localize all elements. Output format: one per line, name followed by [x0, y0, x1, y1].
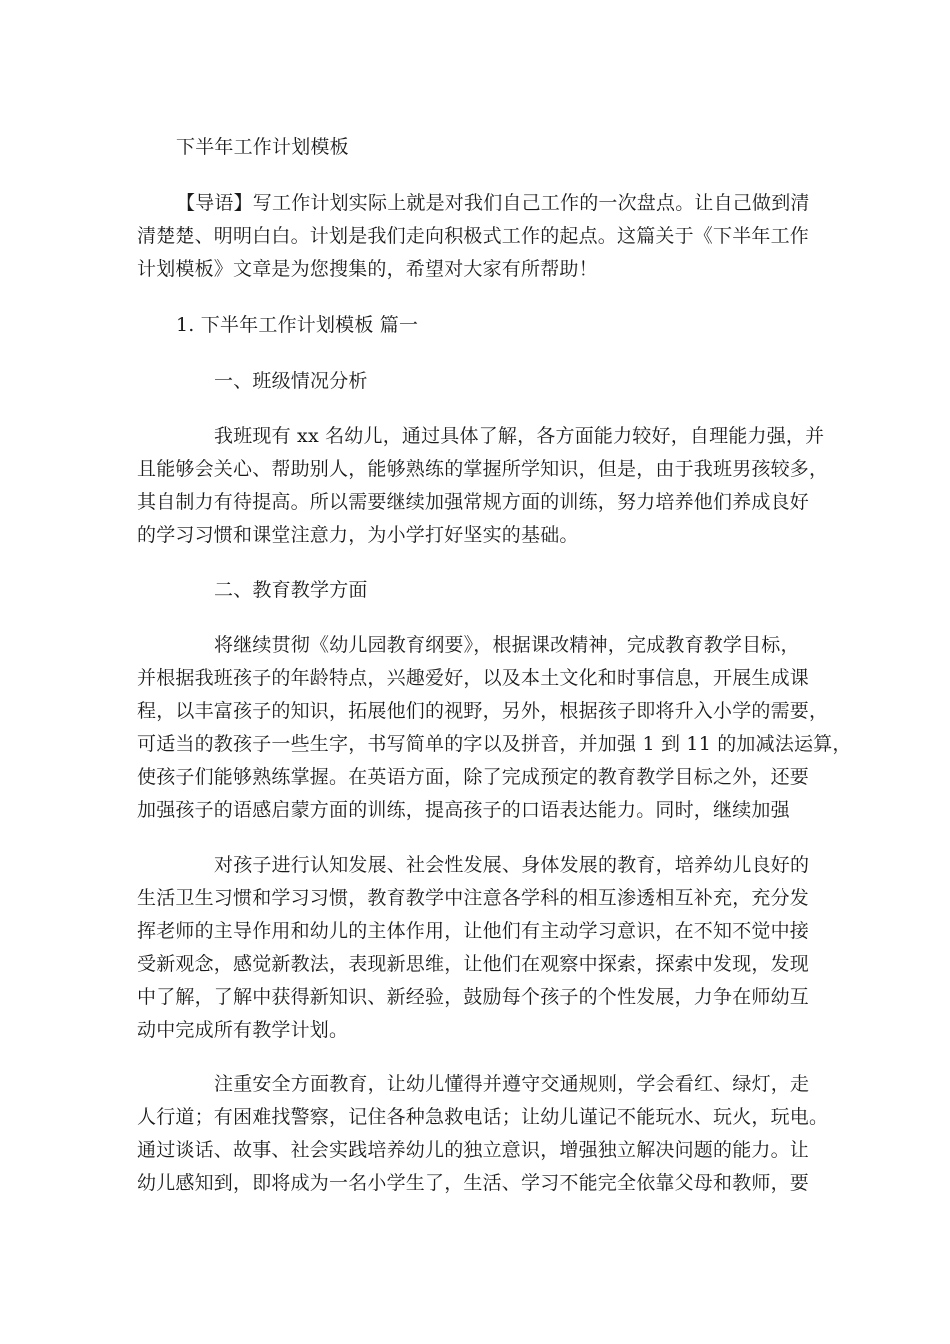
paragraph-line: 程，以丰富孩子的知识，拓展他们的视野，另外，根据孩子即将升入小学的需要，	[137, 700, 829, 722]
paragraph-line: 可适当的教孩子一些生字，书写简单的字以及拼音，并加强 1 到 11 的加减法运算，	[137, 733, 852, 755]
paragraph-line: 动中完成所有教学计划。	[137, 1019, 349, 1041]
paragraph-line: 我班现有 xx 名幼儿，通过具体了解，各方面能力较好，自理能力强，并	[214, 425, 825, 447]
paragraph-line: 通过谈话、故事、社会实践培养幼儿的独立意识，增强独立解决问题的能力。让	[137, 1139, 810, 1161]
paragraph-line: 人行道；有困难找警察，记住各种急救电话；让幼儿谨记不能玩水、玩火，玩电。	[137, 1106, 829, 1128]
page-title: 下半年工作计划模板	[176, 136, 349, 158]
part1-heading: 一、班级情况分析	[214, 370, 368, 392]
intro-line: 计划模板》文章是为您搜集的，希望对大家有所帮助！	[137, 258, 598, 280]
paragraph-line: 的学习习惯和课堂注意力，为小学打好坚实的基础。	[137, 524, 579, 546]
paragraph-line: 中了解，了解中获得新知识、新经验，鼓励每个孩子的个性发展，力争在师幼互	[137, 986, 810, 1008]
intro-line: 清楚楚、明明白白。计划是我们走向积极式工作的起点。这篇关于《下半年工作	[137, 225, 810, 247]
paragraph-line: 受新观念，感觉新教法，表现新思维，让他们在观察中探索，探索中发现，发现	[137, 953, 810, 975]
paragraph-line: 对孩子进行认知发展、社会性发展、身体发展的教育，培养幼儿良好的	[214, 854, 810, 876]
intro-line: 【导语】写工作计划实际上就是对我们自己工作的一次盘点。让自己做到清	[176, 192, 810, 214]
section-heading: 1. 下半年工作计划模板 篇一	[176, 314, 419, 336]
paragraph-line: 且能够会关心、帮助别人，能够熟练的掌握所学知识，但是，由于我班男孩较多，	[137, 458, 829, 480]
paragraph-line: 加强孩子的语感启蒙方面的训练，提高孩子的口语表达能力。同时，继续加强	[137, 799, 790, 821]
paragraph-line: 幼儿感知到，即将成为一名小学生了，生活、学习不能完全依靠父母和教师，要	[137, 1172, 810, 1194]
paragraph-line: 挥老师的主导作用和幼儿的主体作用，让他们有主动学习意识，在不知不觉中接	[137, 920, 810, 942]
paragraph-line: 注重安全方面教育，让幼儿懂得并遵守交通规则，学会看红、绿灯，走	[214, 1073, 810, 1095]
paragraph-line: 使孩子们能够熟练掌握。在英语方面，除了完成预定的教育教学目标之外，还要	[137, 766, 810, 788]
paragraph-line: 将继续贯彻《幼儿园教育纲要》，根据课改精神，完成教育教学目标，	[214, 634, 800, 656]
paragraph-line: 生活卫生习惯和学习习惯，教育教学中注意各学科的相互渗透相互补充，充分发	[137, 887, 810, 909]
paragraph-line: 其自制力有待提高。所以需要继续加强常规方面的训练，努力培养他们养成良好	[137, 491, 810, 513]
paragraph-line: 并根据我班孩子的年龄特点，兴趣爱好，以及本土文化和时事信息，开展生成课	[137, 667, 810, 689]
part2-heading: 二、教育教学方面	[214, 579, 368, 601]
